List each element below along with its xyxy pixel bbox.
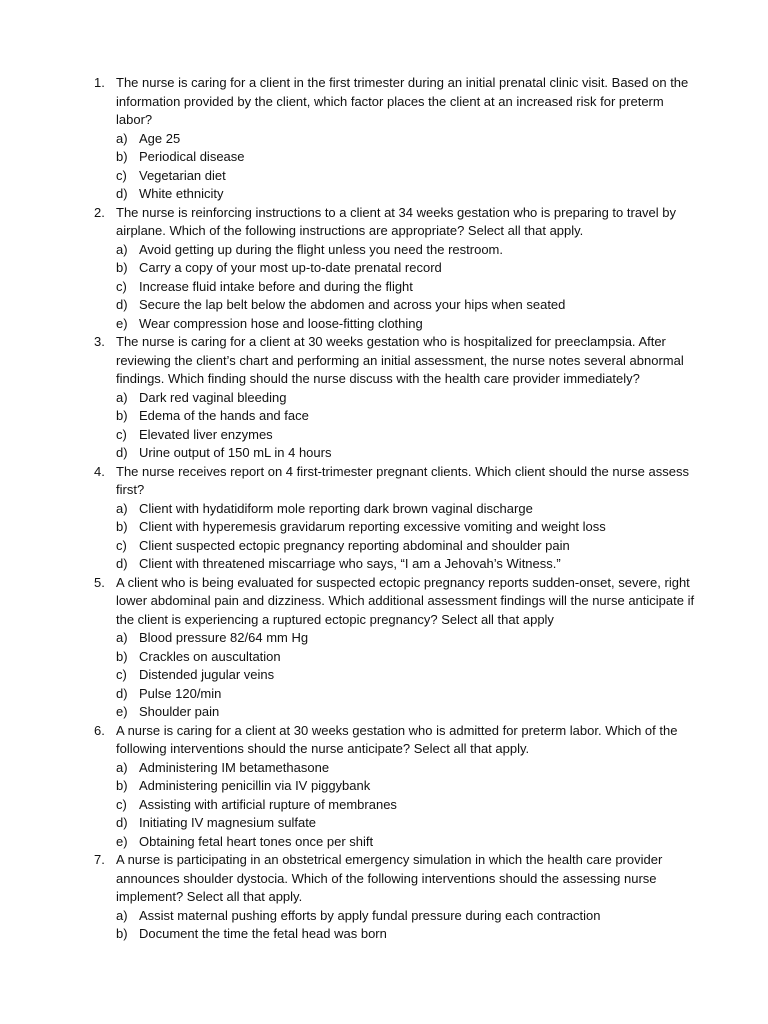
option-text: Distended jugular veins [139, 667, 275, 682]
answer-option [116, 759, 698, 778]
answer-options [116, 241, 698, 334]
question-text: A client who is being evaluated for suspected ectopic pregnancy reports sudden-onset, severe, right lower abdominal pain and dizziness. Which additional assessment findings will the nurse anticipate if the client is experiencing a ruptured ectopic pregnancy? Select all that apply [116, 574, 695, 627]
option-text: Assisting with artificial rupture of membranes [139, 796, 397, 812]
option-letter: a) [116, 907, 128, 923]
answer-option [116, 278, 698, 297]
option-letter: c) [116, 278, 127, 294]
option-text: Pulse 120/min [139, 685, 222, 701]
answer-option [116, 296, 698, 315]
option-letter: a) [116, 500, 128, 516]
question-number: 2. [94, 204, 105, 220]
question-item [0, 204, 768, 334]
question-text: The nurse receives report on 4 first-trimester pregnant clients. Which client should the nurse assess first? [116, 463, 689, 497]
answer-options [116, 389, 698, 463]
question-item [0, 574, 768, 722]
option-text: Initiating IV magnesium sulfate [139, 815, 317, 830]
option-letter: d) [116, 815, 128, 830]
answer-option [116, 407, 698, 426]
option-text: Crackles on auscultation [139, 648, 281, 664]
answer-option [116, 185, 698, 204]
option-text: Administering penicillin via IV piggybank [139, 778, 371, 793]
option-letter: c) [116, 667, 127, 682]
option-letter: e) [116, 704, 128, 719]
option-text: Assist maternal pushing efforts by apply fundal pressure during each contraction [139, 907, 601, 923]
option-text: Secure the lap belt below the abdomen and across your hips when seated [139, 297, 566, 312]
option-letter: d) [116, 556, 128, 571]
option-text: Edema of the hands and face [139, 408, 309, 423]
option-letter: a) [116, 241, 128, 257]
option-letter: b) [116, 149, 128, 164]
answer-option [116, 685, 698, 704]
answer-option [116, 703, 698, 722]
question-item [0, 74, 768, 204]
option-text: Periodical disease [139, 149, 245, 164]
option-letter: d) [116, 186, 128, 201]
option-letter: b) [116, 408, 128, 423]
answer-option [116, 777, 698, 796]
answer-option [116, 444, 698, 463]
question-item [0, 463, 768, 574]
answer-option [116, 500, 698, 519]
question-item [0, 851, 768, 944]
option-text: White ethnicity [139, 186, 224, 201]
answer-option [116, 648, 698, 667]
answer-option [116, 555, 698, 574]
option-text: Shoulder pain [139, 704, 220, 719]
answer-options [116, 759, 698, 852]
option-letter: b) [116, 648, 128, 664]
option-letter: d) [116, 685, 128, 701]
option-text: Age 25 [139, 130, 181, 146]
option-letter: e) [116, 833, 128, 849]
answer-option [116, 315, 698, 334]
option-text: Increase fluid intake before and during the flight [139, 278, 413, 294]
option-letter: a) [116, 630, 128, 645]
option-text: Elevated liver enzymes [139, 426, 273, 442]
option-text: Avoid getting up during the flight unless you need the restroom. [139, 241, 503, 257]
answer-option [116, 925, 698, 944]
answer-options [116, 130, 698, 204]
question-item [0, 333, 768, 463]
answer-option [116, 814, 698, 833]
answer-option [116, 796, 698, 815]
answer-options [116, 629, 698, 722]
question-text: The nurse is caring for a client in the first trimester during an initial prenatal clinic visit. Based on the information provided by the client, which factor places the client at an increased risk for preterm labor? [116, 75, 689, 127]
option-letter: c) [116, 537, 127, 553]
answer-option [116, 130, 698, 149]
answer-option [116, 167, 698, 186]
question-number: 3. [94, 334, 105, 349]
option-text: Client with hyperemesis gravidarum reporting excessive vomiting and weight loss [139, 519, 606, 534]
option-text: Administering IM betamethasone [139, 759, 330, 775]
question-text: A nurse is caring for a client at 30 weeks gestation who is admitted for preterm labor. Which of the following interventions should the nurse anticipate? Select all that apply. [116, 722, 678, 756]
answer-options [116, 907, 698, 944]
answer-option [116, 907, 698, 926]
option-letter: e) [116, 315, 128, 331]
question-list [0, 74, 768, 944]
question-number: 4. [94, 463, 105, 479]
question-text: The nurse is caring for a client at 30 weeks gestation who is hospitalized for preeclampsia. After reviewing the client’s chart and performing an initial assessment, the nurse notes several abnormal findings. Which finding should the nurse discuss with the health care provider immediately? [116, 334, 684, 386]
answer-option [116, 518, 698, 537]
option-text: Urine output of 150 mL in 4 hours [139, 445, 332, 460]
answer-option [116, 259, 698, 278]
option-letter: a) [116, 389, 128, 405]
answer-option [116, 148, 698, 167]
question-text: A nurse is participating in an obstetrical emergency simulation in which the health care provider announces shoulder dystocia. Which of the following interventions should the assessing nurse implement? Select all that apply. [116, 852, 663, 904]
answer-option [116, 537, 698, 556]
answer-option [116, 241, 698, 260]
question-number: 6. [94, 722, 105, 738]
question-number: 5. [94, 574, 105, 590]
option-text: Client suspected ectopic pregnancy reporting abdominal and shoulder pain [139, 537, 570, 553]
question-number: 1. [94, 75, 105, 90]
option-text: Carry a copy of your most up-to-date prenatal record [139, 260, 442, 275]
option-text: Blood pressure 82/64 mm Hg [139, 630, 309, 645]
option-letter: b) [116, 519, 128, 534]
answer-option [116, 629, 698, 648]
answer-option [116, 833, 698, 852]
option-text: Client with threatened miscarriage who says, “I am a Jehovah’s Witness.” [139, 556, 561, 571]
option-text: Vegetarian diet [139, 167, 226, 183]
option-letter: b) [116, 926, 128, 941]
question-text: The nurse is reinforcing instructions to a client at 34 weeks gestation who is preparing to travel by airplane. Which of the following instructions are appropriate? Select all that apply. [116, 204, 677, 238]
option-letter: c) [116, 426, 127, 442]
answer-option [116, 426, 698, 445]
answer-option [116, 666, 698, 685]
option-letter: b) [116, 778, 128, 793]
option-letter: c) [116, 167, 127, 183]
answer-options [116, 500, 698, 574]
option-text: Obtaining fetal heart tones once per shift [139, 833, 374, 849]
option-letter: d) [116, 297, 128, 312]
option-letter: c) [116, 796, 127, 812]
option-letter: d) [116, 445, 128, 460]
question-item [0, 722, 768, 852]
option-letter: a) [116, 130, 128, 146]
question-number: 7. [94, 852, 105, 867]
option-text: Client with hydatidiform mole reporting dark brown vaginal discharge [139, 500, 533, 516]
option-text: Document the time the fetal head was born [139, 926, 387, 941]
answer-option [116, 389, 698, 408]
option-letter: b) [116, 260, 128, 275]
option-text: Wear compression hose and loose-fitting clothing [139, 315, 423, 331]
option-letter: a) [116, 759, 128, 775]
option-text: Dark red vaginal bleeding [139, 389, 287, 405]
